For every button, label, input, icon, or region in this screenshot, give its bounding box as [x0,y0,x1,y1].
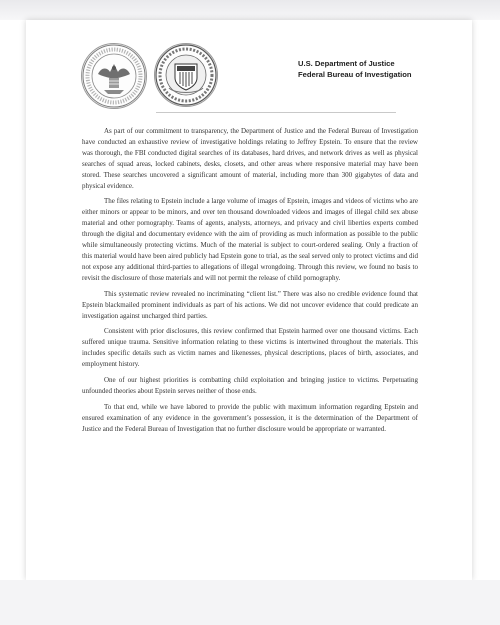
doj-seal-icon [81,43,147,109]
paragraph-4: Consistent with prior disclosures, this review confirmed that Epstein harmed over one thousand victims. Each suffered unique trauma. Sensitive information relating to these victims is intertwined throughout the materials. This includes specific details such as victim names and likenesses, physical descriptions, places of birth, associates, and employment history. [82,327,418,369]
document-page [26,20,472,580]
background-below-page [0,580,500,625]
paragraph-2: The files relating to Epstein include a large volume of images of Epstein, images and videos of victims who are either minors or appear to be minors, and over ten thousand downloaded videos and images of illegal child sex abuse material and other pornography. Teams of agents, analysts, attorneys, and privacy and civil liberties experts combed through the digital and documentary evidence with the aim of providing as much information as possible to the public while simultaneously protecting victims. Much of the material is subject to court-ordered sealing. Only a fraction of this material would have been aired publicly had Epstein gone to trial, as the seal served only to protect victims and did not expose any additional third-parties to allegations of illegal wrongdoing. Through this review, we found no basis to revisit the disclosure of those materials and will not permit the release of child pornography. [82,197,418,282]
paragraph-1: As part of our commitment to transparency, the Department of Justice and the Federal Bureau of Investigation have conducted an exhaustive review of investigative holdings relating to Jeffrey Epstein. To ensure that the review was thorough, the FBI conducted digital searches of its databases, hard drives, and network drives as well as physical searches of squad areas, locked cabinets, desks, closets, and other areas where responsive material may have been stored. These searches uncovered a significant amount of material, including more than 300 gigabytes of data and physical evidence. [82,127,418,190]
agency-line-doj: U.S. Department of Justice [298,59,395,68]
agency-line-fbi: Federal Bureau of Investigation [298,70,412,79]
paragraph-5: One of our highest priorities is combatting child exploitation and bringing justice to victims. Perpetuating unfounded theories about Epstein serves neither of those ends. [82,376,418,395]
memo-body [82,126,418,440]
top-shadow-strip [0,0,500,20]
paragraph-3: This systematic review revealed no incriminating “client list.” There was also no credible evidence found that Epstein blackmailed prominent individuals as part of his actions. We did not uncover evidence that could predicate an investigation against uncharged third parties. [82,289,418,320]
agency-heading [298,58,468,80]
fbi-seal-icon [154,43,218,107]
paragraph-6: To that end, while we have labored to provide the public with maximum information regarding Epstein and ensured examination of any evidence in the government’s possession, it is the determination of the Department of Justice and the Federal Bureau of Investigation that no further disclosure would be appropriate or warranted. [82,402,418,433]
header-divider [156,112,396,113]
